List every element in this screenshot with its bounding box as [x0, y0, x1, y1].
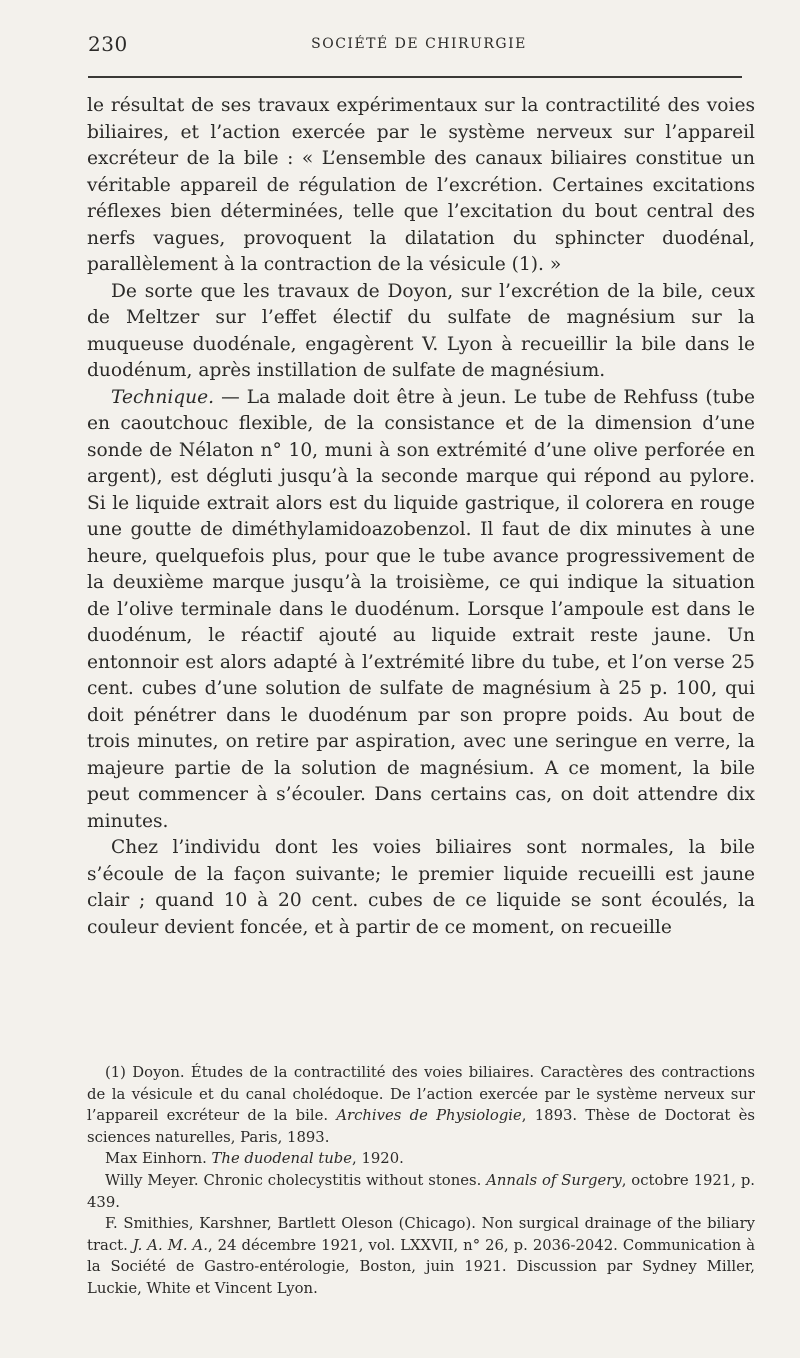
footnote-1-text: (1) Doyon. Études de la contractilité des voies biliaires. Caractères des contractions de la vésicule et du canal cholédoque. De l’action exercée par le système nerveux sur l’appareil excréteur de la bile.: [87, 1064, 755, 1125]
technique-text: — La malade doit être à jeun. Le tube de Rehfuss (tube en caoutchouc flexible, de la consistance et de la dimension d’une sonde de Nélaton n° 10, muni à son extrémité d’une olive perforée en argent), est dégluti jusqu’à la seconde marque qui répond au pylore. Si le liquide extrait alors est du liquide gastrique, il colorera en rouge une goutte de diméthylamidoazobenzol. Il faut de dix minutes à une heure, quelquefois plus, pour que le tube avance progressivement de la deuxième marque jusqu’à la troisième, ce qui indique la situation de l’olive terminale dans le duodénum. Lorsque l’ampoule est dans le duodénum, le réactif ajouté au liquide extrait reste jaune. Un entonnoir est alors adapté à l’extrémité libre du tube, et l’on verse 25 cent. cubes d’une solution de sulfate de magnésium à 25 p. 100, qui doit pénétrer dans le duodénum par son propre poids. Au bout de trois minutes, on retire par aspiration, avec une seringue en verre, la majeure partie de la solution de magnésium. A ce moment, la bile peut commencer à s’écouler. Dans certains cas, on doit attendre dix minutes.: [87, 386, 755, 832]
page-number: 230: [88, 32, 128, 56]
paragraph-4: Chez l’individu dont les voies biliaires sont normales, la bile s’écoule de la façon suivante; le premier liquide recueilli est jaune clair ; quand 10 à 20 cent. cubes de ce liquide se sont écoulés, la couleur devient foncée, et à partir de ce moment, on recueille: [87, 837, 755, 938]
running-head: SOCIÉTÉ DE CHIRURGIE: [311, 36, 527, 52]
footnote-3-journal: Annals of Surgery: [486, 1171, 622, 1189]
footnotes: [87, 1062, 755, 1300]
paragraph-3: [87, 385, 755, 836]
footnote-4-journal: J. A. M. A.: [132, 1236, 208, 1254]
footnote-4-tail: , 24 décembre 1921, vol. LXXVII, n° 26, p. 2036-2042. Communication à la Société de Gastro-entérologie, Boston, juin 1921. Discussion par Sydney Miller, Luckie, White et Vincent Lyon.: [87, 1236, 756, 1297]
footnote-4: [87, 1213, 755, 1299]
footnote-3: [87, 1170, 755, 1213]
paragraph-1: le résultat de ses travaux expérimentaux sur la contractilité des voies biliaires, et l’action exercée par le système nerveux sur l’appareil excréteur de la bile : « L’ensemble des canaux biliaires constitue un véritable appareil de régulation de l’excrétion. Certaines excitations réflexes bien déterminées, telle que l’excitation du bout central des nerfs vagues, provoquent la dilatation du sphincter duodénal, parallèlement à la contraction de la vésicule (1). »: [87, 95, 755, 275]
footnote-2-tail: , 1920.: [352, 1150, 404, 1168]
footnote-1: [87, 1062, 755, 1148]
footnote-2-author: Max Einhorn.: [105, 1150, 212, 1168]
footnote-1-tail: , 1893. Thèse de Doctorat ès sciences naturelles, Paris, 1893.: [87, 1107, 755, 1146]
paragraph-2: De sorte que les travaux de Doyon, sur l’excrétion de la bile, ceux de Meltzer sur l’effet électif du sulfate de magnésium sur la muqueuse duodénale, engagèrent V. Lyon à recueillir la bile dans le duodénum, après instillation de sulfate de magnésium.: [87, 280, 755, 381]
footnote-3-text: Willy Meyer. Chronic cholecystitis without stones.: [105, 1171, 487, 1189]
footnote-4-text: F. Smithies, Karshner, Bartlett Oleson (Chicago). Non surgical drainage of the biliary tract.: [87, 1215, 755, 1254]
footnote-2-title: The duodenal tube: [211, 1150, 353, 1168]
body-text: [87, 93, 755, 941]
page-header: [88, 32, 750, 62]
technique-label: Technique.: [111, 386, 215, 408]
footnote-2: [87, 1148, 755, 1170]
footnote-1-journal: Archives de Physiologie: [336, 1107, 522, 1125]
header-rule: [88, 76, 742, 78]
footnote-3-tail: , octobre 1921, p. 439.: [87, 1171, 756, 1211]
